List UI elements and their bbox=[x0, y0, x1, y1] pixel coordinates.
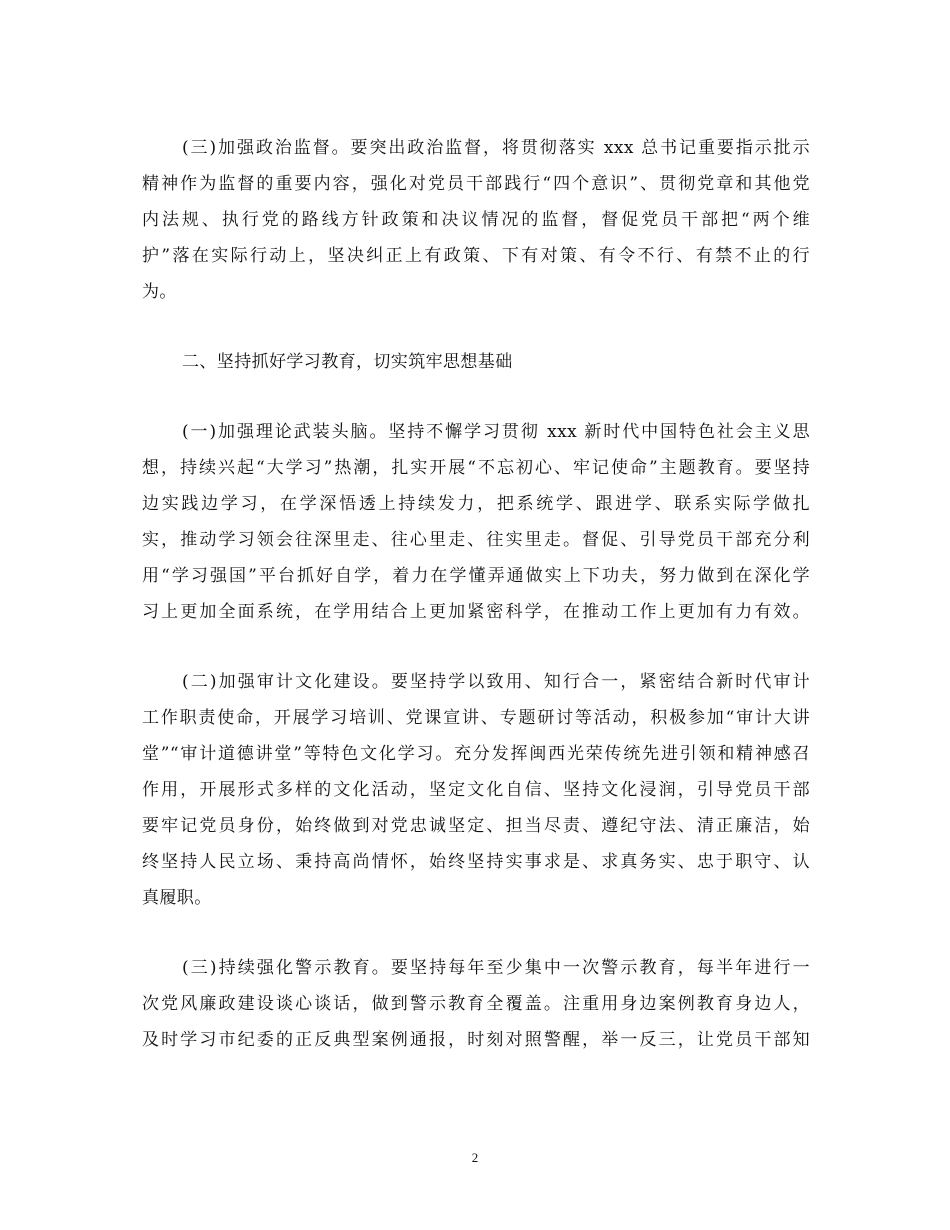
text-line: 真履职。 bbox=[142, 888, 212, 908]
text-line: 想，持续兴起“大学习”热潮，扎实开展“不忘初心、牢记使命”主题教育。要坚持 bbox=[142, 458, 810, 478]
paragraph-theory bbox=[142, 414, 810, 630]
paragraph-warning-education bbox=[142, 950, 810, 1058]
paragraph-political-supervision bbox=[142, 130, 810, 310]
text-line: 作用，开展形式多样的文化活动，坚定文化自信、坚持文化浸润，引导党员干部 bbox=[142, 780, 810, 800]
text-line: 内法规、执行党的路线方针政策和决议情况的监督，督促党员干部把“两个维 bbox=[142, 210, 810, 230]
page-number: 2 bbox=[471, 1150, 479, 1165]
text-line: 精神作为监督的重要内容，强化对党员干部践行“四个意识”、贯彻党章和其他党 bbox=[142, 174, 810, 194]
text-line: 实，推动学习领会往深里走、往心里走、往实里走。督促、引导党员干部充分利 bbox=[142, 530, 810, 550]
section-heading bbox=[142, 344, 810, 380]
text-line: (二)加强审计文化建设。要坚持学以致用、知行合一，紧密结合新时代审计 bbox=[182, 672, 810, 692]
text-line: 堂”“审计道德讲堂”等特色文化学习。充分发挥闽西光荣传统先进引领和精神感召 bbox=[142, 744, 810, 764]
text-line: 护”落在实际行动上，坚决纠正上有政策、下有对策、有令不行、有禁不止的行 bbox=[142, 246, 810, 266]
text-line: 终坚持人民立场、秉持高尚情怀，始终坚持实事求是、求真务实、忠于职守、认 bbox=[142, 852, 810, 872]
text-line: (一)加强理论武装头脑。坚持不懈学习贯彻 xxx 新时代中国特色社会主义思 bbox=[182, 422, 810, 442]
text-line: 习上更加全面系统，在学用结合上更加紧密科学，在推动工作上更加有力有效。 bbox=[142, 602, 810, 622]
text-line: (三)加强政治监督。要突出政治监督，将贯彻落实 xxx 总书记重要指示批示 bbox=[182, 138, 810, 158]
text-line: 次党风廉政建设谈心谈话，做到警示教育全覆盖。注重用身边案例教育身边人， bbox=[142, 994, 810, 1014]
text-line: 边实践边学习，在学深悟透上持续发力，把系统学、跟进学、联系实际学做扎 bbox=[142, 494, 810, 514]
paragraph-audit-culture bbox=[142, 664, 810, 916]
text-line: (三)持续强化警示教育。要坚持每年至少集中一次警示教育，每半年进行一 bbox=[182, 958, 810, 978]
text-line: 及时学习市纪委的正反典型案例通报，时刻对照警醒，举一反三，让党员干部知 bbox=[142, 1030, 810, 1050]
text-line: 工作职责使命，开展学习培训、党课宣讲、专题研讨等活动，积极参加“审计大讲 bbox=[142, 708, 810, 728]
text-line: 为。 bbox=[142, 282, 177, 302]
text-line: 用“学习强国”平台抓好自学，着力在学懂弄通做实上下功夫，努力做到在深化学 bbox=[142, 566, 810, 586]
document-body bbox=[142, 130, 810, 1092]
heading-text: 二、坚持抓好学习教育，切实筑牢思想基础 bbox=[182, 352, 513, 372]
text-line: 要牢记党员身份，始终做到对党忠诚坚定、担当尽责、遵纪守法、清正廉洁，始 bbox=[142, 816, 810, 836]
